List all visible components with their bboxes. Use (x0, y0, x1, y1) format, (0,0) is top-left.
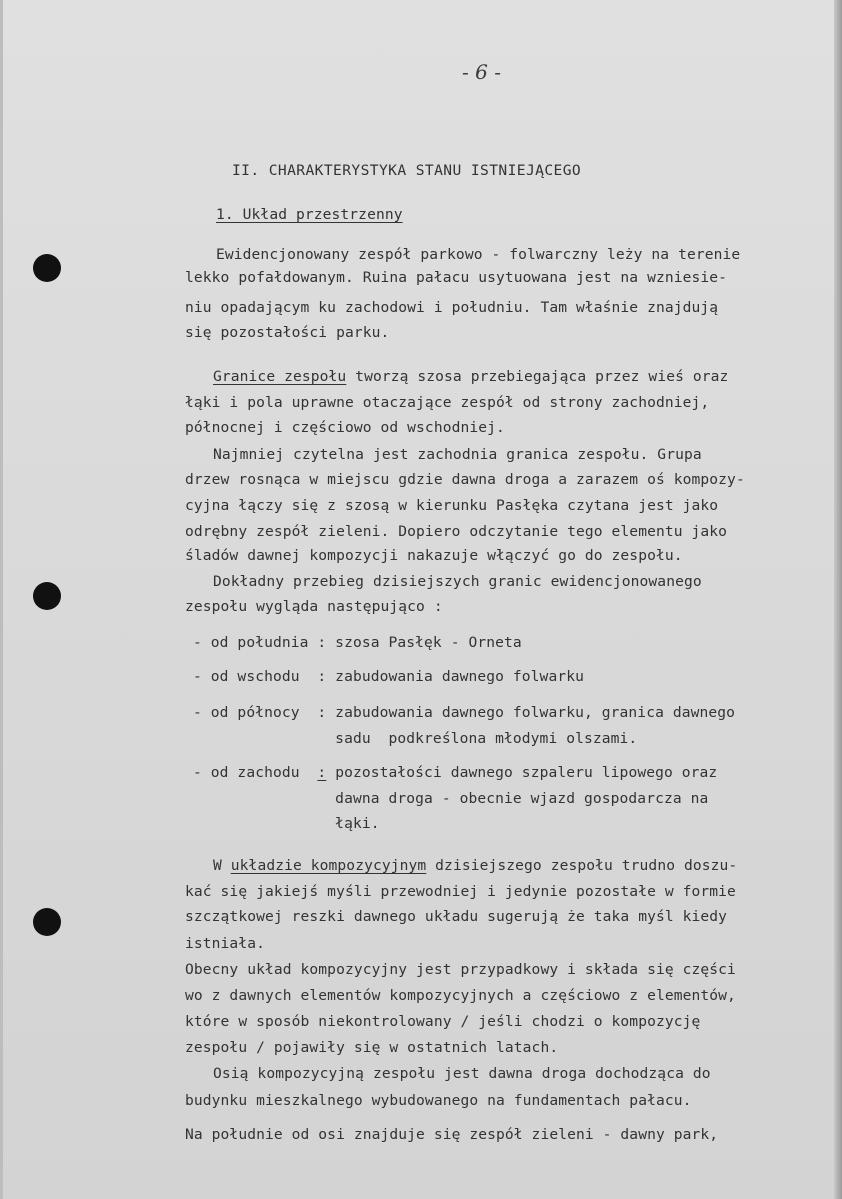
boundary-item: - od wschodu : zabudowania dawnego folwarku (193, 668, 584, 685)
section-title: 1. Układ przestrzenny (216, 206, 403, 223)
page-right-edge (834, 0, 842, 1199)
text-line: łąki i pola uprawne otaczające zespół od strony zachodniej, (185, 394, 710, 411)
text-line: budynku mieszkalnego wybudowanego na fundamentach pałacu. (185, 1092, 692, 1109)
boundary-item: - od południa : szosa Pasłęk - Orneta (193, 634, 522, 651)
text-line: zespołu wygląda następująco : (185, 598, 443, 615)
boundary-item: sadu podkreślona młodymi olszami. (193, 730, 638, 747)
text-line: Ewidencjonowany zespół parkowo - folwarczny leży na terenie (216, 246, 741, 263)
punch-hole (33, 254, 61, 282)
text-line: które w sposób niekontrolowany / jeśli chodzi o kompozycję (185, 1013, 701, 1030)
underlined-term: Granice zespołu (213, 368, 347, 385)
text-line: lekko pofałdowanym. Ruina pałacu usytuowana jest na wzniesie- (185, 269, 728, 286)
text-line: Obecny układ kompozycyjny jest przypadkowy i składa się części (185, 961, 736, 978)
chapter-heading: II. CHARAKTERYSTYKA STANU ISTNIEJĄCEGO (232, 162, 582, 179)
underlined-term: układzie kompozycyjnym (230, 857, 427, 874)
boundary-item: dawna droga - obecnie wjazd gospodarcza na (193, 790, 709, 807)
text-line: Najmniej czytelna jest zachodnia granica zespołu. Grupa (213, 446, 702, 463)
text-line: kać się jakiejś myśli przewodniej i jedynie pozostałe w formie (185, 883, 736, 900)
page-number: - 6 - (462, 60, 501, 84)
text-line: istniała. (185, 935, 265, 952)
text-line: się pozostałości parku. (185, 324, 390, 341)
text-line: odrębny zespół zieleni. Dopiero odczytanie tego elementu jako (185, 523, 728, 540)
text-line: szczątkowej reszki dawnego układu sugerują że taka myśl kiedy (185, 908, 728, 925)
punch-hole (33, 582, 61, 610)
page-left-edge (0, 0, 3, 1199)
text-line: drzew rosnąca w miejscu gdzie dawna droga a zarazem oś kompozy- (185, 471, 745, 488)
text-line: cyjna łączy się z szosą w kierunku Pasłęka czytana jest jako (185, 497, 719, 514)
text-line: zespołu / pojawiły się w ostatnich latach. (185, 1039, 559, 1056)
text-line: północnej i częściowo od wschodniej. (185, 419, 505, 436)
text-line: śladów dawnej kompozycji nakazuje włączyć go do zespołu. (185, 547, 683, 564)
text-line: niu opadającym ku zachodowi i południu. Tam właśnie znajdują (185, 299, 719, 316)
text-line: Granice zespołu tworzą szosa przebiegająca przez wieś oraz (213, 368, 729, 385)
text-line: Osią kompozycyjną zespołu jest dawna droga dochodząca do (213, 1065, 711, 1082)
boundary-item: łąki. (193, 815, 380, 832)
text-line: W układzie kompozycyjnym dzisiejszego zespołu trudno doszu- (213, 857, 738, 874)
boundary-item: - od północy : zabudowania dawnego folwarku, granica dawnego (193, 704, 736, 721)
text-line: wo z dawnych elementów kompozycyjnych a częściowo z elementów, (185, 987, 736, 1004)
text-line: Dokładny przebieg dzisiejszych granic ewidencjonowanego (213, 573, 702, 590)
punch-hole (33, 908, 61, 936)
boundary-item: - od zachodu : pozostałości dawnego szpaleru lipowego oraz (193, 764, 718, 781)
text-line: Na południe od osi znajduje się zespół zieleni - dawny park, (185, 1126, 719, 1143)
